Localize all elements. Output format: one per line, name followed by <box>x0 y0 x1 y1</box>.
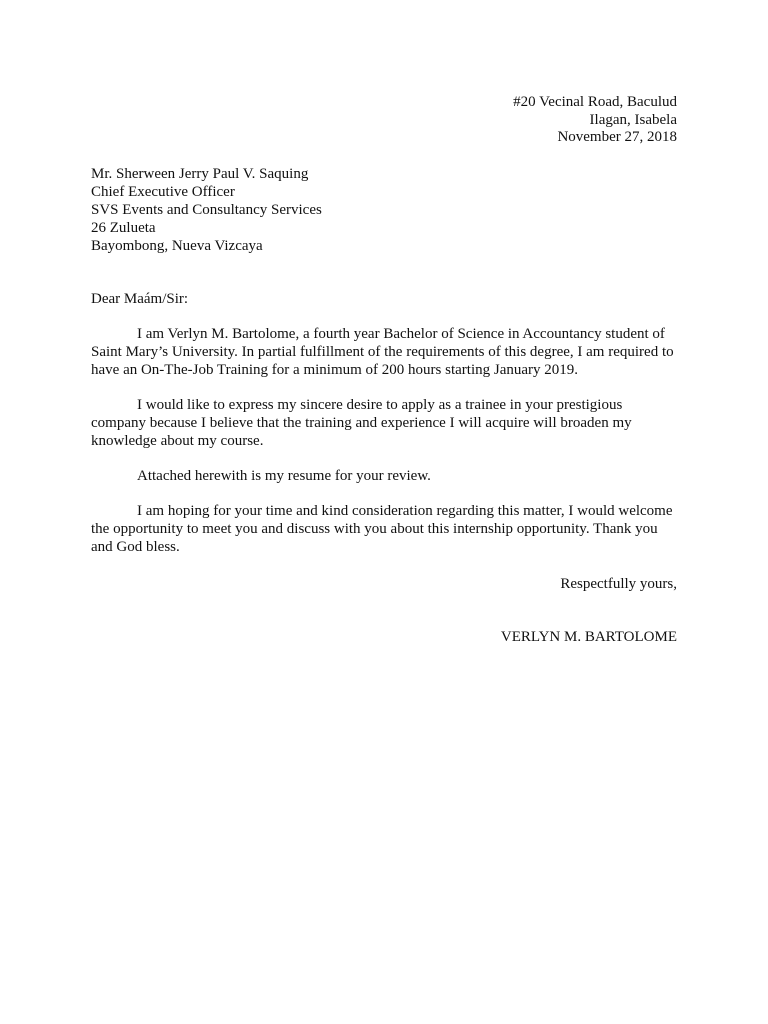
recipient-city: Bayombong, Nueva Vizcaya <box>91 238 263 254</box>
recipient-street: 26 Zulueta <box>91 220 156 236</box>
body-paragraph: Attached herewith is my resume for your review. <box>137 468 431 484</box>
recipient-title: Chief Executive Officer <box>91 184 235 200</box>
sender-block <box>513 94 677 147</box>
recipient-company: SVS Events and Consultancy Services <box>91 202 322 218</box>
signature-name: VERLYN M. BARTOLOME <box>500 629 677 645</box>
letter-date: November 27, 2018 <box>557 129 677 145</box>
sender-address-line1: #20 Vecinal Road, Baculud <box>513 94 677 110</box>
recipient-block <box>91 165 322 255</box>
body-paragraph: I am Verlyn M. Bartolome, a fourth year Bachelor of Science in Accountancy student of Saint Mary’s University. In partial fulfillment of the requirements of this degree, I am required to have an On-The-Job Training for a minimum of 200 hours starting January 2019. <box>91 326 674 378</box>
letter-body <box>91 325 681 573</box>
recipient-name: Mr. Sherween Jerry Paul V. Saquing <box>91 166 309 182</box>
closing: Respectfully yours, <box>560 576 677 592</box>
body-paragraph: I am hoping for your time and kind consideration regarding this matter, I would welcome the opportunity to meet you and discuss with you about this internship opportunity. Thank you and God bless. <box>91 503 673 555</box>
sender-address-line2: Ilagan, Isabela <box>589 111 677 128</box>
body-paragraph: I would like to express my sincere desire to apply as a trainee in your prestigious company because I believe that the training and experience I will acquire will broaden my knowledge about my course. <box>91 397 632 449</box>
salutation: Dear Maám/Sir: <box>91 291 189 307</box>
